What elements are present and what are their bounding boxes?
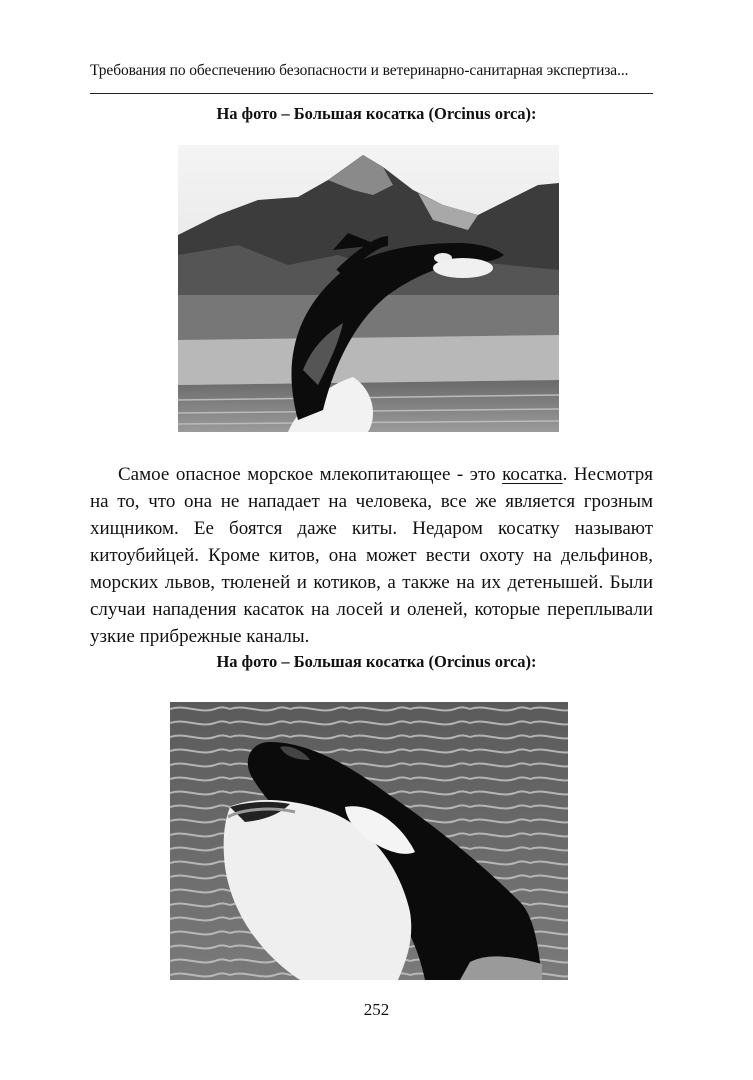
paragraph-text-rest: . Несмотря на то, что она не нападает на человека, все же является грозным хищником. Ее боятся даже киты. Недаром косатку называют китоубийцей. Кроме китов, она может вести охоту на дельфинов, морских львов, тюленей и котиков, а также на их детенышей. Были случаи нападения касаток на лосей и оленей, которые переплывали узкие прибрежные каналы. xyxy=(90,464,653,647)
orca-head-photo xyxy=(170,702,568,980)
figure-1-caption: На фото – Большая косатка (Orcinus orca): xyxy=(216,104,537,123)
main-paragraph xyxy=(90,461,653,650)
header-divider xyxy=(90,93,653,94)
paragraph-text-start: Самое опасное морское млекопитающее - это xyxy=(118,464,503,485)
running-header: Требования по обеспечению безопасности и ветеринарно-санитарная экспертиза... xyxy=(90,62,629,79)
figure-2-caption: На фото – Большая косатка (Orcinus orca): xyxy=(216,652,537,671)
term-link[interactable]: косатка xyxy=(502,464,563,485)
orca-leaping-photo xyxy=(178,145,559,432)
page-number: 252 xyxy=(363,1000,390,1019)
